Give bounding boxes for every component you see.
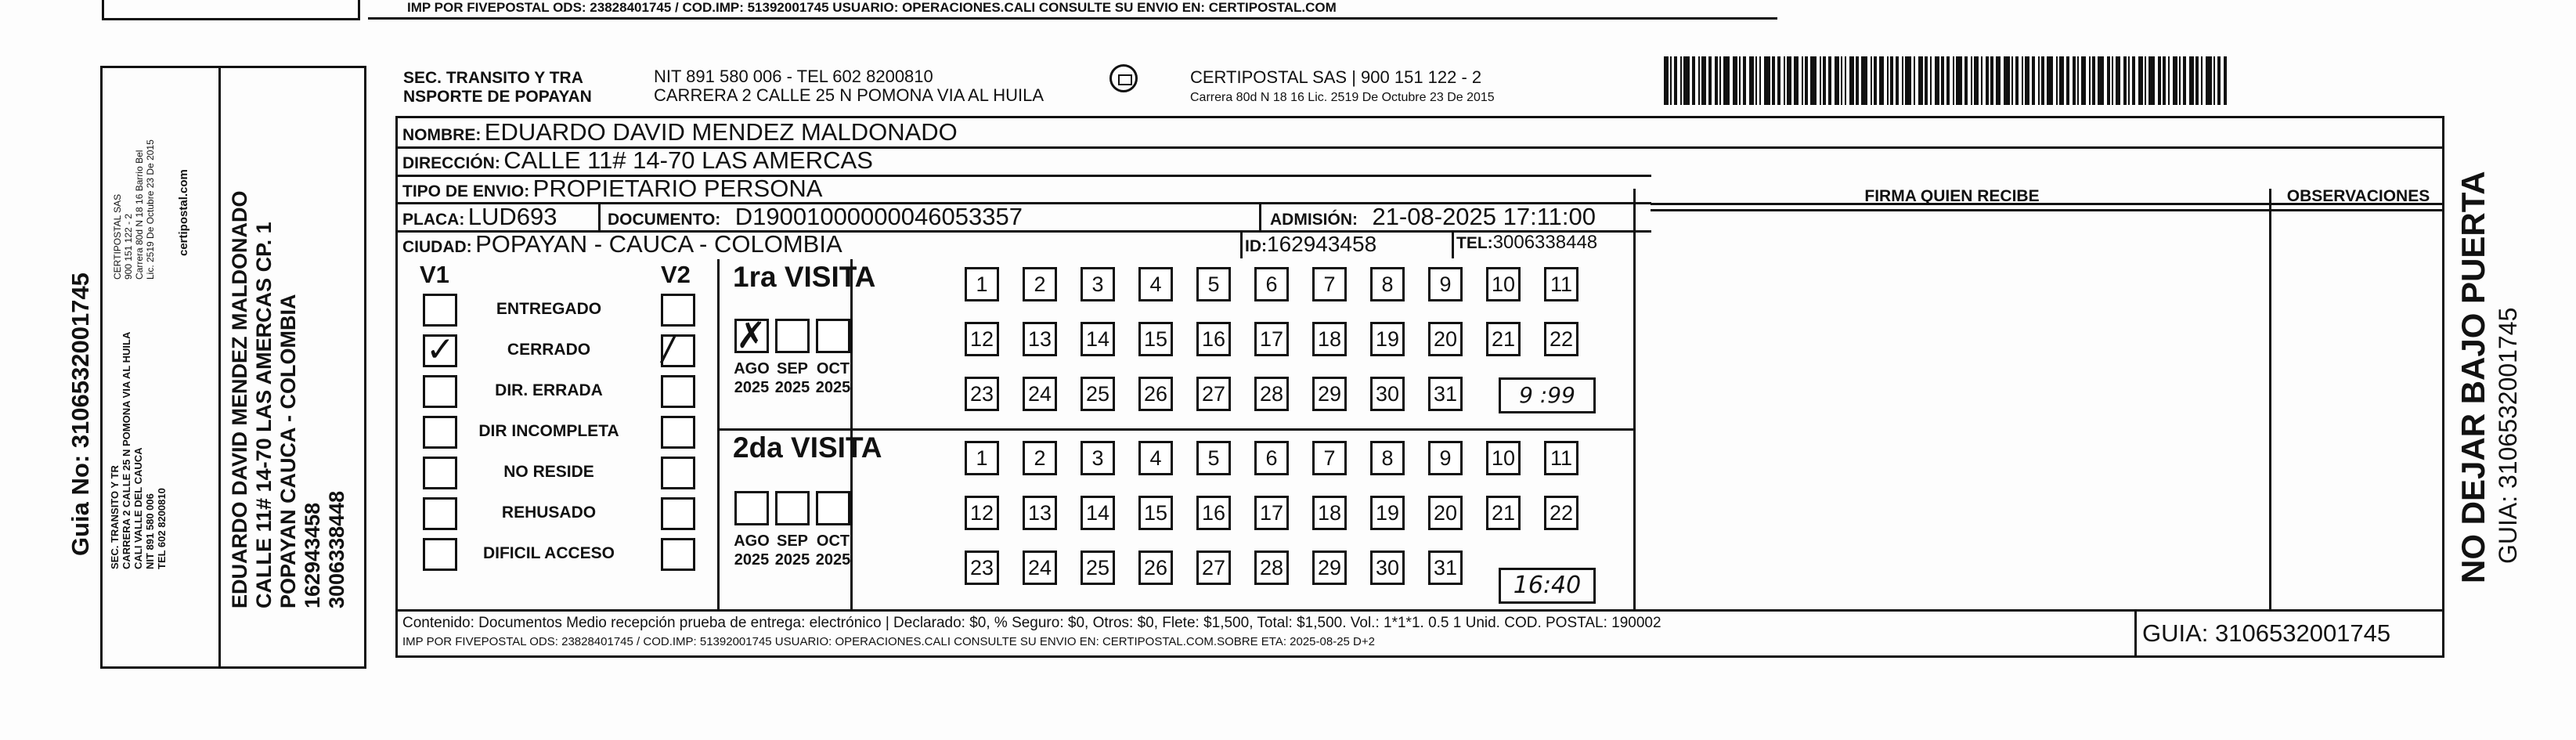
barcode-bar [1946,56,1950,105]
barcode-bar [1749,56,1754,105]
barcode-bar [2206,56,2212,105]
barcode-bar [1820,56,1821,105]
barcode-bar [2038,56,2040,105]
barcode-bar [2047,56,2053,105]
stub-company: CERTIPOSTAL SAS 900 151 122 - 2 Carrera 80d N 18 16 Barrio Bel Lic. 2519 De Octubre 23 De 2015 [112,139,156,280]
side-guia-label: GUIA: 3106532001745 [2494,307,2522,564]
day-box[interactable]: 9 [1428,267,1463,301]
barcode [1664,56,2302,105]
month-label: SEP [776,360,809,377]
barcode-bar [1777,56,1780,105]
day-box[interactable]: 29 [1312,550,1347,585]
barcode-bar [1692,56,1695,105]
tipo-value: PROPIETARIO PERSONA [532,175,823,202]
day-box[interactable]: 12 [965,496,999,530]
month-label: AGO [734,532,770,550]
barcode-bar [1956,56,1962,105]
barcode-bar [2201,56,2203,105]
day-box[interactable]: 31 [1428,550,1463,585]
barcode-bar [1794,56,1799,105]
day-box[interactable]: 6 [1254,441,1289,475]
day-box[interactable]: 14 [1081,496,1115,530]
imp-line: IMP POR FIVEPOSTAL ODS: 23828401745 / COD.IMP: 51392001745 USUARIO: OPERACIONES.CALI CONSULTE SU ENVIO EN: CERTIPOSTAL.COM.SOBRE ETA: 2025-08-25 D+2 [402,635,1375,648]
nombre-value: EDUARDO DAVID MENDEZ MALDONADO [484,118,958,146]
placa-row: PLACA: LUD693 DOCUMENTO: D19001000000046053357 ADMISIÓN: 21-08-2025 17:11:00 [402,203,1596,230]
ciudad-value: POPAYAN - CAUCA - COLOMBIA [475,230,842,258]
month-checkbox[interactable] [734,491,769,525]
barcode-bar [1953,56,1954,105]
barcode-bar [1871,56,1872,105]
stub [0,63,368,673]
barcode-bar [2015,56,2019,105]
barcode-bar [1772,56,1775,105]
barcode-bar [1715,56,1718,105]
month-label: OCT [816,532,850,550]
barcode-bar [1935,56,1939,105]
day-box[interactable]: 27 [1196,377,1231,411]
day-box[interactable]: 22 [1544,322,1578,356]
barcode-bar [1890,56,1893,105]
barcode-bar [1784,56,1785,105]
main-form [395,116,2444,658]
reason-label: REHUSADO [501,504,597,522]
v2-checkbox[interactable] [661,457,695,489]
day-box[interactable]: 21 [1486,322,1521,356]
barcode-bar [1698,56,1700,105]
day-box[interactable]: 5 [1196,267,1231,301]
v2-checkbox[interactable] [661,416,695,449]
second-visit-title: 2da VISITA [733,431,882,464]
barcode-bar [2081,56,2086,105]
barcode-bar [2032,56,2035,105]
day-box[interactable]: 9 [1428,441,1463,475]
top-strip [0,0,2576,23]
v2-checkbox[interactable] [661,497,695,530]
barcode-bar [2066,56,2069,105]
admision-value: 21-08-2025 17:11:00 [1372,203,1596,230]
barcode-bar [2092,56,2095,105]
day-box[interactable]: 1 [965,267,999,301]
id-value: 162943458 [1267,232,1377,256]
second-visit-time: 16:40 [1499,568,1596,604]
v2-checkbox[interactable] [661,375,695,408]
barcode-bar [1787,56,1791,105]
sender-details: NIT 891 580 006 - TEL 602 8200810 CARRERA 2 CALLE 25 N POMONA VIA AL HUILA [654,67,1044,105]
stub-website: certipostal.com [177,169,190,256]
day-box[interactable]: 6 [1254,267,1289,301]
day-box[interactable]: 20 [1428,496,1463,530]
day-box[interactable]: 26 [1138,377,1173,411]
barcode-bar [2148,56,2155,105]
day-box[interactable]: 14 [1081,322,1115,356]
barcode-bar [1841,56,1842,105]
day-box[interactable]: 2 [1023,441,1057,475]
day-box[interactable]: 18 [1312,322,1347,356]
barcode-bar [2041,56,2044,105]
day-box[interactable]: 3 [1081,441,1115,475]
observaciones-area[interactable] [2273,214,2444,608]
sender-name: SEC. TRANSITO Y TRA NSPORTE DE POPAYAN [403,69,592,106]
check-mark-icon: / [662,328,674,368]
direccion-value: CALLE 11# 14-70 LAS AMERCAS [503,146,873,174]
barcode-bar [1861,56,1867,105]
day-box[interactable]: 15 [1138,496,1173,530]
day-box[interactable]: 10 [1486,267,1521,301]
barcode-bar [2073,56,2076,105]
no-dejar-label: NO DEJAR BAJO PUERTA [2455,171,2491,583]
barcode-bar [1835,56,1839,105]
barcode-bar [2107,56,2110,105]
barcode-bar [1930,56,1932,105]
day-box[interactable]: 17 [1254,322,1289,356]
month-label: OCT [816,360,850,377]
barcode-bar [1905,56,1911,105]
v2-label: V2 [661,261,691,288]
day-box[interactable]: 13 [1023,496,1057,530]
reason-label: NO RESIDE [503,463,594,481]
barcode-bar [1805,56,1808,105]
barcode-bar [1874,56,1877,105]
barcode-bar [2077,56,2079,105]
reason-label: ENTREGADO [496,300,602,318]
day-box[interactable]: 23 [965,377,999,411]
barcode-bar [1887,56,1889,105]
day-box[interactable]: 13 [1023,322,1057,356]
month-checkbox[interactable] [816,319,850,353]
barcode-bar [1964,56,1968,105]
day-box[interactable]: 11 [1544,441,1578,475]
barcode-bar [2132,56,2135,105]
barcode-bar [2217,56,2221,105]
barcode-bar [1674,56,1677,105]
barcode-bar [2168,56,2170,105]
check-mark-icon: ✓ [426,330,455,370]
barcode-bar [1680,56,1682,105]
barcode-bar [2179,56,2181,105]
stub-box [100,66,366,669]
header [395,64,2431,113]
post-emblem-icon [1109,64,1138,92]
barcode-bar [1879,56,1884,105]
day-box[interactable]: 16 [1196,496,1231,530]
barcode-bar [2025,56,2029,105]
barcode-bar [2138,56,2143,105]
year-label: 2025 [774,551,810,569]
day-box[interactable]: 5 [1196,441,1231,475]
barcode-bar [2059,56,2064,105]
visit-section [398,259,1633,609]
top-strip-text: IMP POR FIVEPOSTAL ODS: 23828401745 / COD.IMP: 51392001745 USUARIO: OPERACIONES.CALI CONSULTE SU ENVIO EN: CERTIPOSTAL.COM [407,0,1337,15]
year-label: 2025 [774,379,810,396]
barcode-bar [1670,56,1672,105]
year-label: 2025 [815,551,851,569]
tipo-row: TIPO DE ENVIO: PROPIETARIO PERSONA [402,175,823,202]
barcode-bar [1856,56,1859,105]
firma-area[interactable] [1636,214,2268,608]
reason-label: DIR. ERRADA [495,381,603,399]
barcode-bar [1823,56,1826,105]
barcode-bar [2022,56,2023,105]
barcode-bar [1996,56,2001,105]
barcode-bar [1733,56,1737,105]
year-label: 2025 [734,551,770,569]
day-box[interactable]: 17 [1254,496,1289,530]
year-label: 2025 [815,379,851,396]
v1-label: V1 [420,261,449,288]
day-box[interactable]: 30 [1370,377,1405,411]
barcode-bar [2089,56,2091,105]
day-box[interactable]: 2 [1023,267,1057,301]
day-box[interactable]: 19 [1370,322,1405,356]
barcode-bar [2098,56,2104,105]
barcode-bar [2213,56,2215,105]
barcode-bar [2128,56,2130,105]
day-box[interactable]: 22 [1544,496,1578,530]
barcode-bar [1981,56,1983,105]
day-box[interactable]: 25 [1081,550,1115,585]
barcode-bar [2163,56,2166,105]
tel-value: 3006338448 [1492,232,1598,253]
month-mark-icon: ✗ [736,314,767,356]
day-box[interactable]: 19 [1370,496,1405,530]
barcode-bar [1925,56,1928,105]
first-visit-title: 1ra VISITA [733,261,876,293]
day-box[interactable]: 28 [1254,377,1289,411]
barcode-bar [1743,56,1746,105]
barcode-bar [1986,56,1989,105]
barcode-bar [1845,56,1846,105]
day-box[interactable]: 26 [1138,550,1173,585]
stub-sender: SEC. TRANSITO Y TR CARRERA 2 CALLE 25 N POMONA VIA AL HUILA CALI VALLE DEL CAUCA NIT 891 580 006 TEL 602 8200810 [109,331,168,569]
documento-value: D19001000000046053357 [734,203,1023,230]
barcode-bar [1896,56,1899,105]
day-box[interactable]: 25 [1081,377,1115,411]
footer-guia: GUIA: 3106532001745 [2142,619,2391,647]
barcode-bar [1990,56,1993,105]
barcode-bar [2195,56,2199,105]
barcode-bar [1941,56,1944,105]
barcode-bar [2173,56,2177,105]
barcode-bar [2224,56,2227,105]
barcode-bar [2056,56,2058,105]
month-checkbox[interactable] [775,491,810,525]
day-box[interactable]: 7 [1312,441,1347,475]
day-box[interactable]: 27 [1196,550,1231,585]
day-box[interactable]: 23 [965,550,999,585]
barcode-bar [1701,56,1706,105]
barcode-bar [1764,56,1770,105]
day-box[interactable]: 1 [965,441,999,475]
nombre-row: NOMBRE: EDUARDO DAVID MENDEZ MALDONADO [402,118,958,146]
barcode-bar [1918,56,1923,105]
year-label: 2025 [734,379,770,396]
month-checkbox[interactable] [816,491,850,525]
stub-recipient: EDUARDO DAVID MENDEZ MALDONADO CALLE 11# 14-70 LAS AMERCAS CP. 1 POPAYAN CAUCA - COLOMBIA 162943458 3006338448 [228,190,348,608]
observaciones-header: OBSERVACIONES [2286,187,2430,205]
reason-label: DIR INCOMPLETA [478,422,619,440]
day-box[interactable]: 24 [1023,377,1057,411]
day-box[interactable]: 4 [1138,267,1173,301]
barcode-bar [2004,56,2010,105]
day-box[interactable]: 11 [1544,267,1578,301]
barcode-bar [1802,56,1803,105]
direccion-row: DIRECCIÓN: CALLE 11# 14-70 LAS AMERCAS [402,146,873,174]
barcode-bar [2116,56,2120,105]
day-box[interactable]: 31 [1428,377,1463,411]
day-box[interactable]: 8 [1370,267,1405,301]
reason-label: CERRADO [507,341,591,359]
barcode-bar [1828,56,1831,105]
day-box[interactable]: 20 [1428,322,1463,356]
firma-header: FIRMA QUIEN RECIBE [1864,187,2040,205]
barcode-bar [1971,56,1972,105]
barcode-bar [1719,56,1721,105]
barcode-bar [2158,56,2161,105]
barcode-bar [1902,56,1903,105]
barcode-bar [1849,56,1854,105]
reason-label: DIFICIL ACCESO [482,544,615,562]
day-box[interactable]: 15 [1138,322,1173,356]
day-box[interactable]: 29 [1312,377,1347,411]
barcode-bar [1974,56,1979,105]
contenido-line: Contenido: Documentos Medio recepción prueba de entrega: electrónico | Declarado: $0, % Seguro: $0, Otros: $0, Flete: $1,500, Total: $1,500. Vol.: 1*1*1. 0.5 1 Unid. COD. POSTAL: 190002 [402,615,1661,631]
day-box[interactable]: 18 [1312,496,1347,530]
first-visit-time: 9 :99 [1499,377,1596,413]
stub-guia-label: Guia No: 3106532001745 [67,273,94,556]
barcode-bar [1914,56,1915,105]
barcode-bar [1664,56,1669,105]
day-box[interactable]: 8 [1370,441,1405,475]
day-box[interactable]: 24 [1023,550,1057,585]
day-box[interactable]: 30 [1370,550,1405,585]
barcode-bar [2189,56,2194,105]
month-checkbox[interactable] [775,319,810,353]
placa-value: LUD693 [467,203,557,230]
month-label: SEP [776,532,809,550]
day-box[interactable]: 4 [1138,441,1173,475]
day-box[interactable]: 10 [1486,441,1521,475]
day-box[interactable]: 16 [1196,322,1231,356]
day-box[interactable]: 3 [1081,267,1115,301]
barcode-bar [2011,56,2013,105]
barcode-bar [1739,56,1741,105]
day-box[interactable]: 7 [1312,267,1347,301]
barcode-bar [2183,56,2186,105]
v2-checkbox[interactable] [661,294,695,327]
barcode-bar [1708,56,1712,105]
barcode-bar [1683,56,1690,105]
v2-checkbox[interactable] [661,538,695,571]
barcode-bar [2123,56,2127,105]
barcode-bar [1810,56,1817,105]
day-box[interactable]: 28 [1254,550,1289,585]
day-box[interactable]: 12 [965,322,999,356]
day-box[interactable]: 21 [1486,496,1521,530]
barcode-bar [1723,56,1730,105]
company-details: CERTIPOSTAL SAS | 900 151 122 - 2 Carrera 80d N 18 16 Lic. 2519 De Octubre 23 De 2015 [1190,67,1495,104]
ciudad-row: CIUDAD: POPAYAN - CAUCA - COLOMBIA ID:162943458 TEL:3006338448 [402,230,1598,258]
month-label: AGO [734,360,770,377]
barcode-bar [2145,56,2146,105]
barcode-bar [1759,56,1761,105]
barcode-bar [2112,56,2113,105]
barcode-bar [1755,56,1757,105]
